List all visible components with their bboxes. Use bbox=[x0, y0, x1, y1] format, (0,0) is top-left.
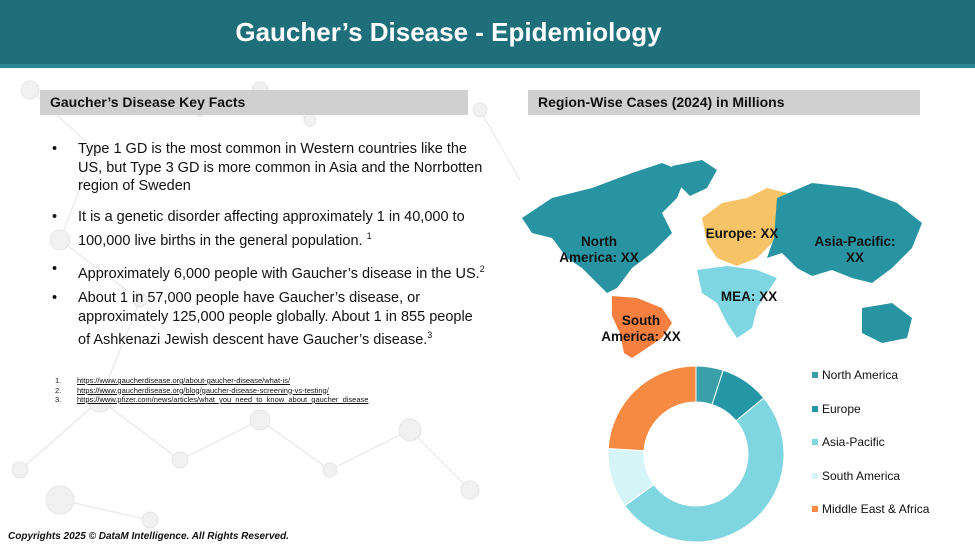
fact-item bbox=[52, 208, 486, 250]
bullet-icon: • bbox=[52, 290, 58, 306]
page-title: Gaucher’s Disease - Epidemiology bbox=[235, 17, 662, 47]
legend-label: Middle East & Africa bbox=[822, 502, 930, 516]
legend-swatch bbox=[812, 372, 818, 378]
key-facts-header bbox=[40, 90, 468, 115]
map-region-australia bbox=[862, 303, 912, 343]
citation-sup: 2 bbox=[479, 264, 485, 274]
legend-item bbox=[812, 402, 972, 416]
copyright-footer: Copyrights 2025 © DataM Intelligence. All Rights Reserved. bbox=[8, 531, 289, 542]
legend-swatch bbox=[812, 406, 818, 412]
title-banner-underline bbox=[0, 64, 975, 68]
map-label-asia-pacific: Asia-Pacific: XX bbox=[814, 234, 896, 265]
map-label-north-america: North America: XX bbox=[559, 234, 639, 265]
citation-sup: 3 bbox=[427, 330, 433, 340]
bullet-icon: • bbox=[52, 209, 58, 225]
legend-label: North America bbox=[822, 368, 899, 382]
fact-item bbox=[52, 289, 486, 349]
map-region-asia-pacific bbox=[767, 183, 922, 283]
reference-item: 2. https://www.gaucherdisease.org/blog/gaucher-disease-screening-vs-testing/ bbox=[55, 385, 329, 395]
reference-link[interactable]: https://www.gaucherdisease.org/blog/gaucher-disease-screening-vs-testing/ bbox=[77, 385, 329, 395]
fact-text: Approximately 6,000 people with Gaucher’s disease in the US. bbox=[78, 265, 480, 282]
bullet-icon: • bbox=[52, 261, 58, 277]
fact-item bbox=[52, 140, 486, 196]
map-label-mea: MEA: XX bbox=[720, 289, 778, 304]
legend-label: South America bbox=[822, 469, 901, 483]
fact-item bbox=[52, 260, 486, 283]
legend-swatch bbox=[812, 439, 818, 445]
reference-link[interactable]: https://www.gaucherdisease.org/about-gaucher-disease/what-is/ bbox=[77, 376, 291, 385]
region-cases-header bbox=[528, 90, 920, 115]
legend-item bbox=[812, 368, 972, 382]
legend-label: Europe bbox=[822, 402, 861, 416]
legend-swatch bbox=[812, 506, 818, 512]
reference-item: 1. https://www.gaucherdisease.org/about-gaucher-disease/what-is/ bbox=[55, 376, 291, 385]
map-label-europe: Europe: XX bbox=[705, 226, 779, 241]
map-region-north-america bbox=[522, 163, 687, 293]
fact-text: Type 1 GD is the most common in Western countries like the US, but Type 3 GD is more common in Asia and the Norrbotten region of Sweden bbox=[78, 141, 483, 194]
legend-item bbox=[812, 435, 972, 449]
legend-label: Asia-Pacific bbox=[822, 435, 885, 449]
legend-item bbox=[812, 502, 972, 516]
reference-item: 3. https://www.pfizer.com/news/articles/what_you_need_to_know_about_gaucher_disease bbox=[55, 395, 369, 404]
region-cases-title: Region-Wise Cases (2024) in Millions bbox=[538, 94, 785, 110]
fact-text: About 1 in 57,000 people have Gaucher’s disease, or approximately 125,000 people globally. About 1 in 855 people of Ashkenazi Jewish descent have Gaucher’s disease. bbox=[78, 290, 473, 348]
legend-item bbox=[812, 469, 972, 483]
references-list bbox=[55, 376, 368, 405]
map-label-south-america: South America: XX bbox=[601, 313, 681, 344]
bullet-icon: • bbox=[52, 141, 58, 157]
fact-text: It is a genetic disorder affecting approximately 1 in 40,000 to 100,000 live births in the general population. bbox=[78, 209, 465, 249]
legend-swatch bbox=[812, 473, 818, 479]
citation-sup: 1 bbox=[366, 230, 372, 241]
region-donut-chart bbox=[606, 364, 786, 544]
donut-slice-middle-east-africa bbox=[608, 366, 696, 451]
key-facts-title: Gaucher’s Disease Key Facts bbox=[50, 94, 246, 110]
reference-link[interactable]: https://www.pfizer.com/news/articles/what_you_need_to_know_about_gaucher_disease bbox=[77, 395, 369, 404]
